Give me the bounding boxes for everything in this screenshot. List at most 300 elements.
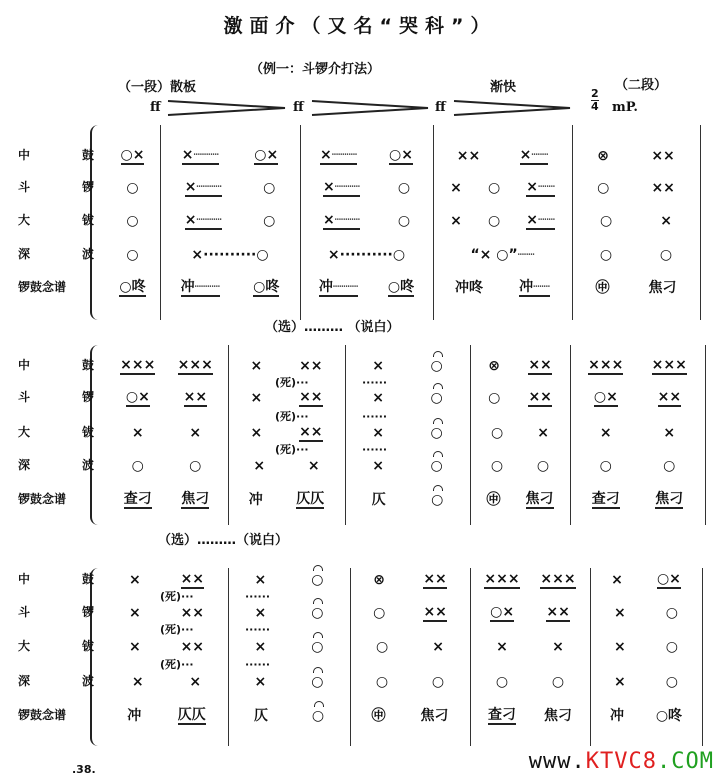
- note-token: 仄: [371, 492, 386, 508]
- note-token: ○×: [656, 571, 681, 587]
- measure-cell: [474, 355, 566, 377]
- fermata-note: ○: [430, 425, 443, 441]
- barline: [590, 568, 591, 746]
- note-token: ×┈┈┈: [181, 147, 219, 163]
- note-token: ×××: [484, 571, 520, 587]
- measure-cell: [354, 636, 466, 658]
- measure-cell: [349, 455, 466, 477]
- instrument-label-part: 中: [18, 572, 31, 586]
- measure-cell: [437, 277, 568, 299]
- note-token: ○×: [254, 147, 279, 163]
- note-token: ××: [180, 639, 205, 655]
- note-token: ×┈┈: [519, 147, 549, 163]
- note-token: 焦刁: [655, 491, 684, 507]
- instrument-label-part: 深: [18, 458, 31, 472]
- fermata-note: ○: [311, 674, 324, 690]
- fermata-note: ○: [430, 358, 443, 374]
- note-token: ×: [432, 639, 444, 655]
- fermata-note: ○: [430, 458, 443, 474]
- instrument-label-part: 锣: [81, 180, 94, 194]
- measure-cell: [232, 671, 346, 693]
- annotation: (死)···: [160, 623, 194, 636]
- note-token: ○咚: [655, 708, 683, 724]
- instrument-label: [18, 358, 94, 373]
- barline: [228, 568, 229, 746]
- measure-cell: [474, 569, 586, 591]
- note-token: ×: [254, 572, 267, 588]
- measure-cell: [109, 387, 224, 409]
- note-token: ○×: [490, 604, 515, 620]
- note-token: ○: [665, 639, 678, 655]
- instrument-label: [18, 708, 94, 723]
- measure-cell: [354, 602, 466, 624]
- note-token: ×××: [120, 357, 156, 373]
- note-token: 查刁: [123, 491, 152, 507]
- measure-cell: [109, 422, 224, 444]
- instrument-label: [18, 425, 94, 440]
- measure-cell: [474, 387, 566, 409]
- measure-cell: [594, 602, 698, 624]
- annotation: (死)···: [160, 590, 194, 603]
- measure-cell: [232, 355, 341, 377]
- note-token: 焦刁: [420, 708, 449, 724]
- instrument-label-part: 钹: [81, 425, 94, 439]
- dynamic-ff: ff: [150, 100, 161, 115]
- instrument-label: [18, 639, 94, 654]
- measure-cell: [304, 177, 429, 199]
- measure-cell: [349, 387, 466, 409]
- hairpin: [312, 101, 428, 115]
- note-token: ×: [660, 213, 672, 229]
- barline: [160, 125, 161, 320]
- instrument-label: [18, 572, 94, 587]
- note-token: ××: [423, 604, 447, 620]
- note-token: ××: [651, 148, 675, 164]
- note-token: ×: [537, 425, 549, 441]
- note-token: ○×: [389, 147, 413, 163]
- note-token: 焦刁: [648, 280, 677, 296]
- measure-cell: [109, 636, 224, 658]
- measure-cell: [164, 177, 296, 199]
- note-token: ×: [250, 358, 263, 374]
- note-token: ○: [263, 213, 276, 229]
- measure-cell: [232, 422, 341, 444]
- measure-cell: [349, 355, 466, 377]
- measure-cell: [576, 177, 696, 199]
- note-token: 焦刁: [525, 491, 554, 507]
- tempo-marking: 渐快: [490, 80, 517, 95]
- instrument-label: [18, 605, 94, 620]
- barline: [470, 345, 471, 525]
- annotation: (死)···: [275, 376, 309, 389]
- barline: [345, 345, 346, 525]
- measure-cell: [437, 244, 568, 266]
- note-token: ○: [536, 458, 550, 474]
- dynamic-ff: ff: [293, 100, 304, 115]
- note-token: ×: [372, 390, 384, 406]
- note-token: 冲: [127, 708, 142, 724]
- measure-cell: [574, 455, 701, 477]
- note-token: 冲咚: [455, 280, 484, 296]
- instrument-label-part: 鼓: [81, 148, 94, 162]
- note-token: ×: [552, 639, 564, 655]
- annotation: ······: [245, 658, 271, 671]
- note-token: ○: [551, 674, 565, 690]
- note-token: ×┈┈┈: [322, 212, 360, 228]
- fermata-note: ○: [311, 708, 325, 724]
- instrument-label-part: 中: [18, 148, 31, 162]
- note-token: ○: [431, 674, 445, 690]
- measure-cell: [109, 244, 156, 266]
- note-token: ××: [651, 180, 675, 196]
- measure-cell: [304, 210, 429, 232]
- measure-cell: [474, 671, 586, 693]
- example-caption: （例一：斗锣介打法）: [250, 62, 381, 77]
- note-token: ○×: [125, 389, 150, 405]
- annotation: (死)···: [275, 410, 309, 423]
- note-token: ○: [373, 605, 386, 621]
- instrument-label: [18, 458, 94, 473]
- instrument-label-part: 鼓: [81, 572, 94, 586]
- measure-cell: [232, 455, 341, 477]
- note-token: ×: [128, 605, 141, 621]
- instrument-label-part: 深: [18, 674, 31, 688]
- note-token: ×··········○: [327, 247, 406, 263]
- note-token: “× ○”┈┈: [470, 247, 535, 263]
- note-token: ××: [528, 389, 552, 405]
- instrument-label-part: 钹: [81, 639, 94, 653]
- annotation: ······: [362, 443, 388, 456]
- measure-cell: [232, 489, 341, 511]
- note-token: ××: [299, 424, 323, 440]
- page-number: .38.: [72, 763, 96, 776]
- instrument-label: [18, 492, 94, 507]
- note-token: ××: [546, 604, 570, 620]
- note-token: ×: [254, 605, 267, 621]
- measure-cell: [109, 455, 224, 477]
- note-token: ×××: [540, 571, 576, 587]
- measure-cell: [304, 145, 429, 167]
- fermata-note: ○: [430, 390, 443, 406]
- note-token: 仄仄: [296, 491, 325, 507]
- note-token: ×: [599, 425, 612, 441]
- note-token: ○×: [593, 389, 618, 405]
- note-token: ○: [488, 390, 501, 406]
- note-token: 冲┈┈┈: [180, 279, 220, 295]
- note-token: ×: [372, 458, 384, 474]
- note-token: ×: [611, 572, 623, 588]
- time-sig-bottom: 4: [591, 100, 599, 113]
- annotation: (死)···: [275, 443, 309, 456]
- note-token: 仄: [253, 708, 268, 724]
- measure-cell: [109, 355, 224, 377]
- note-token: ×┈┈: [526, 212, 555, 228]
- measure-cell: [594, 636, 698, 658]
- barline: [702, 568, 703, 746]
- instrument-label-part: 斗: [18, 390, 31, 404]
- note-token: ○: [126, 180, 139, 196]
- watermark: [529, 749, 714, 775]
- measure-cell: [232, 387, 341, 409]
- note-token: ×: [307, 458, 320, 474]
- note-token: 查刁: [488, 707, 516, 723]
- note-token: ○: [490, 458, 504, 474]
- fermata-note: ○: [311, 605, 324, 621]
- barline: [228, 345, 229, 525]
- measure-cell: [349, 489, 466, 511]
- section-one-label: （一段）散板: [118, 80, 197, 95]
- note-token: ○: [397, 180, 411, 196]
- measure-cell: [437, 177, 568, 199]
- instrument-label-part: 锣鼓念谱: [18, 708, 67, 722]
- note-token: ××: [528, 357, 552, 373]
- annotation: (死)···: [160, 658, 194, 671]
- instrument-label-part: 中: [18, 358, 31, 372]
- note-token: ○: [375, 674, 389, 690]
- fermata-note: ○: [311, 639, 324, 655]
- measure-cell: [594, 671, 698, 693]
- note-token: ××: [299, 358, 323, 374]
- measure-cell: [594, 569, 698, 591]
- instrument-label-part: 锣鼓念谱: [18, 492, 67, 506]
- system-header: （选）……… （说白）: [265, 320, 400, 335]
- score-system: [0, 533, 720, 746]
- measure-cell: [474, 455, 566, 477]
- measure-cell: [354, 705, 466, 727]
- note-token: ×: [372, 425, 384, 441]
- annotation: ······: [362, 410, 388, 423]
- note-token: ○: [659, 247, 673, 263]
- measure-cell: [109, 705, 224, 727]
- measure-cell: [574, 355, 701, 377]
- watermark-www: www.: [528, 749, 586, 774]
- note-token: ○: [665, 674, 678, 690]
- page-title: 激面介（又名“哭科”）: [223, 15, 497, 37]
- instrument-label: [18, 148, 94, 163]
- note-token: ×: [450, 180, 462, 196]
- measure-cell: [232, 569, 346, 591]
- note-token: ×: [128, 639, 141, 655]
- note-token: ⊗: [597, 148, 609, 164]
- note-token: ×: [450, 213, 462, 229]
- measure-cell: [232, 636, 346, 658]
- note-token: ○: [597, 180, 610, 196]
- note-token: ○: [131, 458, 144, 474]
- note-token: ×: [189, 425, 202, 441]
- measure-cell: [474, 489, 566, 511]
- instrument-label-part: 斗: [18, 180, 31, 194]
- note-token: 冲┈┈: [519, 279, 550, 295]
- hairpin: [454, 101, 570, 115]
- note-token: ×: [253, 458, 266, 474]
- measure-cell: [349, 422, 466, 444]
- note-token: ××: [183, 389, 208, 405]
- section-two-label: （二段）: [615, 78, 668, 93]
- note-token: 冲: [248, 492, 263, 508]
- barline: [572, 125, 573, 320]
- note-token: ○: [599, 247, 613, 263]
- note-token: ㊥: [371, 708, 386, 724]
- instrument-label-part: 锣鼓念谱: [18, 280, 67, 294]
- measure-cell: [474, 422, 566, 444]
- note-token: ×××: [588, 357, 624, 373]
- note-token: ×××: [177, 357, 213, 373]
- note-token: ×┈┈: [526, 179, 555, 195]
- note-token: ×: [250, 425, 263, 441]
- measure-cell: [109, 277, 156, 299]
- measure-cell: [109, 569, 224, 591]
- measure-cell: [109, 210, 156, 232]
- measure-cell: [576, 210, 696, 232]
- note-token: ○: [487, 213, 501, 229]
- instrument-label-part: 钹: [81, 213, 94, 227]
- instrument-label-part: 锣: [81, 605, 94, 619]
- measure-cell: [474, 636, 586, 658]
- note-token: ×┈┈┈: [322, 179, 360, 195]
- note-token: 冲┈┈┈: [318, 279, 359, 295]
- note-token: ○: [126, 213, 139, 229]
- note-token: ○: [397, 213, 411, 229]
- barline: [570, 345, 571, 525]
- note-token: ○咚: [119, 279, 146, 295]
- note-token: ×: [614, 674, 626, 690]
- measure-cell: [109, 177, 156, 199]
- measure-cell: [574, 387, 701, 409]
- instrument-label-part: 波: [81, 458, 94, 472]
- measure-cell: [576, 244, 696, 266]
- note-token: ⊗: [373, 572, 385, 588]
- note-token: 仄仄: [177, 707, 206, 723]
- dynamic-mp: mP.: [612, 100, 638, 115]
- hairpin: [168, 101, 285, 115]
- measure-cell: [232, 602, 346, 624]
- measure-cell: [164, 244, 296, 266]
- note-token: ×: [250, 390, 263, 406]
- measure-cell: [576, 145, 696, 167]
- instrument-label-part: 深: [18, 247, 31, 261]
- note-token: ○: [663, 458, 676, 474]
- measure-cell: [164, 145, 296, 167]
- instrument-label-part: 斗: [18, 605, 31, 619]
- note-token: ○咚: [387, 279, 415, 295]
- note-token: ×┈┈┈: [320, 147, 358, 163]
- annotation: ······: [245, 590, 271, 603]
- barline: [705, 345, 706, 525]
- watermark-com: .COM: [657, 749, 714, 774]
- instrument-label-part: 大: [18, 213, 31, 227]
- note-token: ×: [372, 358, 384, 374]
- barline: [350, 568, 351, 746]
- barline: [300, 125, 301, 320]
- note-token: 冲: [609, 708, 624, 724]
- note-token: ×××: [651, 357, 687, 373]
- score-system: [0, 320, 720, 525]
- instrument-label: [18, 180, 94, 195]
- note-token: ○: [599, 458, 612, 474]
- instrument-label: [18, 213, 94, 228]
- note-token: ㊥: [486, 492, 501, 508]
- note-token: ○: [600, 213, 613, 229]
- barline: [470, 568, 471, 746]
- note-token: ○: [491, 425, 504, 441]
- barline: [433, 125, 434, 320]
- measure-cell: [109, 145, 156, 167]
- note-token: ××: [456, 148, 481, 164]
- note-token: ○: [189, 458, 202, 474]
- note-token: 查刁: [591, 491, 620, 507]
- instrument-label-part: 波: [81, 247, 94, 261]
- measure-cell: [304, 244, 429, 266]
- note-token: ×: [189, 674, 202, 690]
- note-token: 焦刁: [544, 708, 572, 724]
- note-token: ○: [665, 605, 678, 621]
- note-token: ××: [180, 605, 205, 621]
- note-token: ㊥: [595, 280, 610, 296]
- note-token: ××: [180, 571, 205, 587]
- measure-cell: [304, 277, 429, 299]
- instrument-label-part: 锣: [81, 390, 94, 404]
- fermata-note: ○: [431, 492, 444, 508]
- measure-cell: [576, 277, 696, 299]
- measure-cell: [164, 277, 296, 299]
- measure-cell: [109, 602, 224, 624]
- note-token: ×: [614, 605, 626, 621]
- measure-cell: [474, 602, 586, 624]
- measure-cell: [164, 210, 296, 232]
- measure-cell: [354, 671, 466, 693]
- note-token: ×: [254, 674, 267, 690]
- note-token: ○: [376, 639, 389, 655]
- note-token: ×··········○: [191, 247, 269, 263]
- instrument-label-part: 大: [18, 425, 31, 439]
- watermark-brand: KTVC8: [585, 749, 658, 774]
- note-token: ○: [487, 180, 501, 196]
- note-token: 焦刁: [181, 491, 210, 507]
- system-header: （选）………（说白）: [158, 533, 289, 548]
- note-token: ○: [263, 180, 276, 196]
- measure-cell: [354, 569, 466, 591]
- annotation: ······: [362, 376, 388, 389]
- note-token: ×: [614, 639, 626, 655]
- note-token: ×: [131, 674, 144, 690]
- measure-cell: [437, 210, 568, 232]
- measure-cell: [574, 489, 701, 511]
- fermata-note: ○: [311, 572, 324, 588]
- instrument-label: [18, 674, 94, 689]
- measure-cell: [109, 489, 224, 511]
- instrument-label: [18, 390, 94, 405]
- score-system: [0, 125, 720, 320]
- note-token: ○: [126, 247, 139, 263]
- note-token: ⊗: [488, 358, 500, 374]
- instrument-label: [18, 247, 94, 262]
- time-signature: [591, 88, 599, 113]
- instrument-label-part: 波: [81, 674, 94, 688]
- instrument-label-part: 鼓: [81, 358, 94, 372]
- barline: [700, 125, 701, 320]
- note-token: ××: [299, 389, 323, 405]
- note-token: ×: [663, 425, 676, 441]
- note-token: ×: [496, 639, 508, 655]
- measure-cell: [437, 145, 568, 167]
- measure-cell: [594, 705, 698, 727]
- dynamic-ff: ff: [435, 100, 446, 115]
- note-token: ×: [128, 572, 141, 588]
- note-token: ○: [495, 674, 509, 690]
- note-token: ×: [254, 639, 267, 655]
- instrument-label: [18, 280, 94, 295]
- note-token: ×┈┈┈: [184, 179, 222, 195]
